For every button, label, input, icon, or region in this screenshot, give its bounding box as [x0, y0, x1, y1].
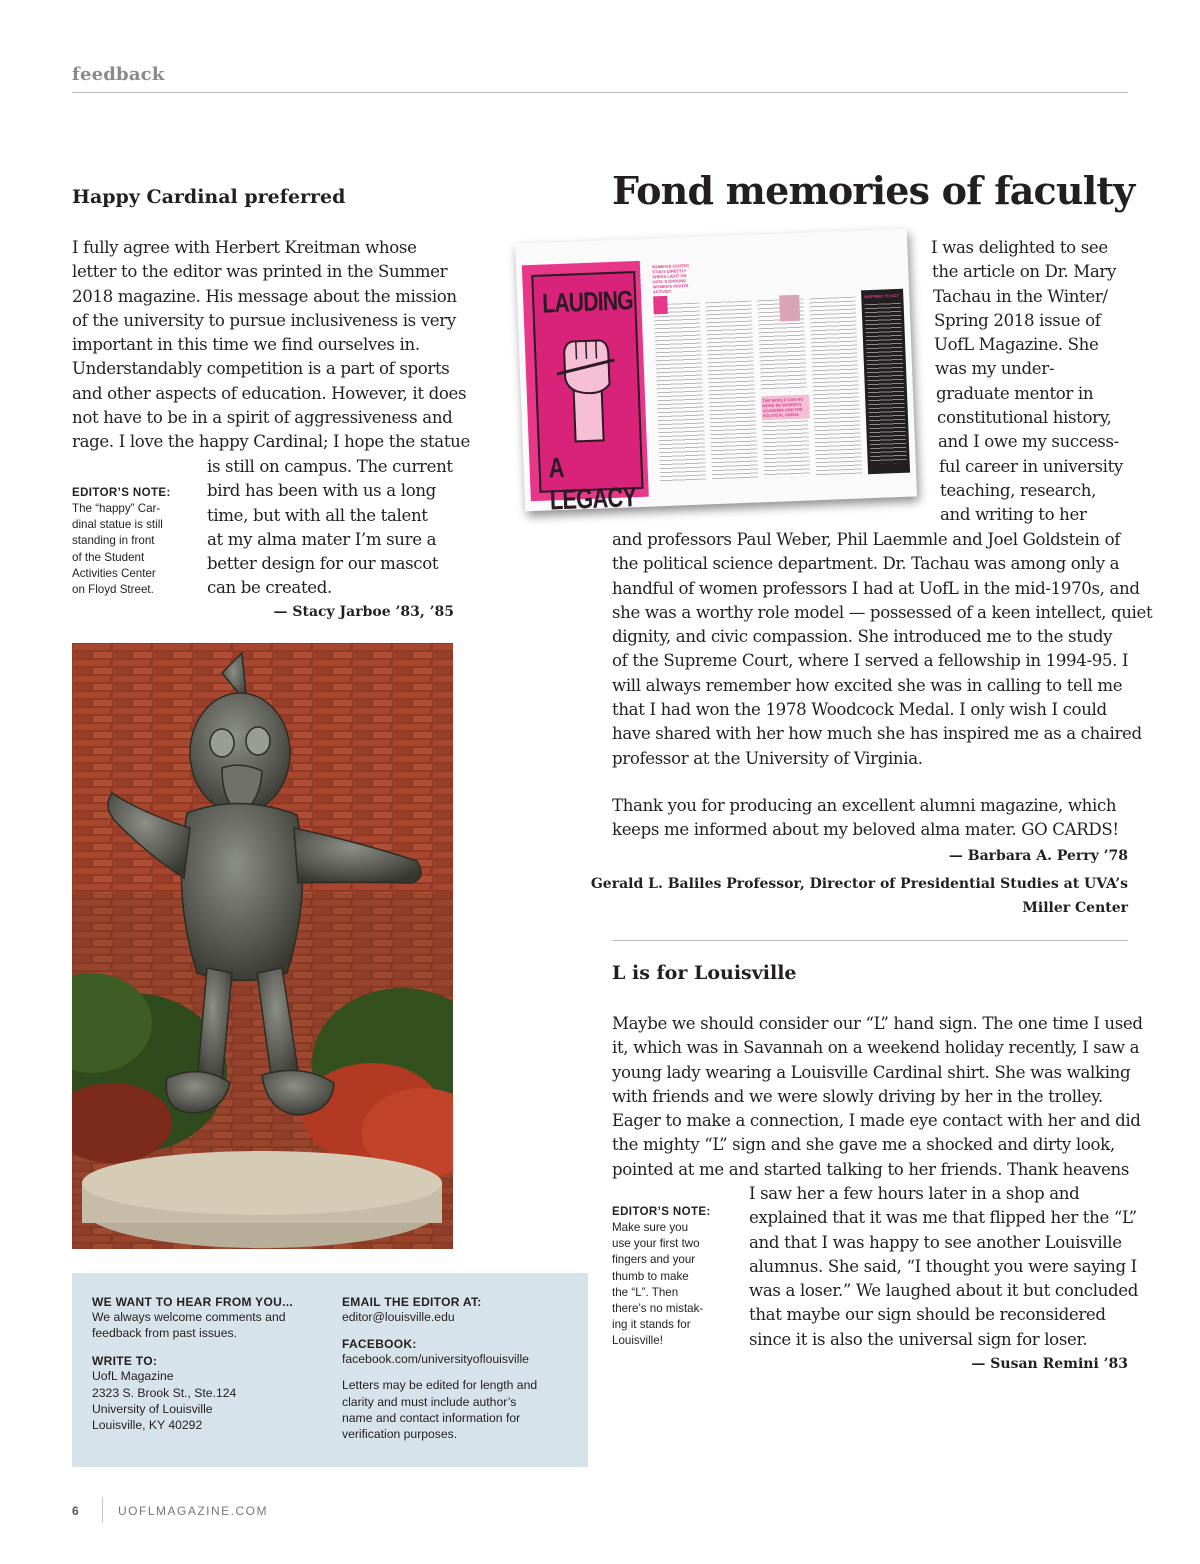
- text-line: and writing to her: [940, 505, 1087, 525]
- text-line: teaching, research,: [940, 480, 1097, 500]
- letter2-affiliation: [560, 872, 1128, 920]
- text-line: ful career in university: [939, 456, 1123, 476]
- text-line: and other aspects of education. However, it does: [72, 383, 467, 403]
- footer-site-link[interactable]: UOFLMAGAZINE.COM: [118, 1504, 269, 1518]
- text-line: graduate mentor in: [936, 383, 1094, 403]
- text-line: since it is also the universal sign for loser.: [749, 1329, 1088, 1349]
- text-line: constitutional history,: [937, 408, 1112, 428]
- text-line: alumnus. She said, “I thought you were saying I: [749, 1256, 1137, 1276]
- text-line: the article on Dr. Mary: [932, 262, 1117, 282]
- letter1-body: [72, 236, 472, 455]
- text-line: of the university to pursue inclusiveness is very: [72, 310, 456, 330]
- note-line: Activities Center: [72, 566, 156, 580]
- footer-divider: [102, 1497, 103, 1523]
- letter3-editors-note: [612, 1204, 740, 1350]
- letter2-body: [612, 528, 1153, 771]
- spread-kicker: WOMEN'S CENTER STUDY DIRECTLY SHEDS LIGHT ON UOFL'S GROUND WOMEN'S RIGHTS ACTIVIST: [651, 262, 690, 295]
- spread-pullquote: THE WORLD CAN NO MORE BE WOMEN'S ACADEMIA AND THE POLITICAL ARENA: [761, 394, 810, 420]
- mailing-address: [92, 1368, 322, 1433]
- text-line: and I owe my success-: [938, 432, 1119, 452]
- editors-note-text: [72, 501, 197, 598]
- affiliation-line: Miller Center: [1022, 900, 1128, 916]
- hear-from-you-text: [92, 1309, 322, 1341]
- text-line: not have to be in a spirit of aggressiveness and: [72, 408, 453, 428]
- text-line: of the Supreme Court, where I served a fellowship in 1994-95. I: [612, 651, 1129, 671]
- text-line: UofL Magazine. She: [934, 335, 1099, 355]
- text-line: that I had won the 1978 Woodcock Medal. I only wish I could: [612, 700, 1107, 720]
- info-line: We always welcome comments and: [92, 1310, 286, 1324]
- text-line: with friends and we were slowly driving by her in the trolley.: [612, 1086, 1103, 1106]
- email-label: EMAIL THE EDITOR AT:: [342, 1295, 482, 1309]
- letter2-title: Fond memories of faculty: [612, 168, 1135, 213]
- letter2-closing: [612, 794, 1128, 843]
- text-line: I was delighted to see: [931, 238, 1108, 257]
- letter3-title: L is for Louisville: [612, 962, 797, 984]
- text-line: she was a worthy role model — possessed of a keen intellect, quiet: [612, 602, 1153, 622]
- letter2-signature: — Barbara A. Perry ’78: [948, 848, 1128, 864]
- disclaimer-line: clarity and must include author’s: [342, 1394, 517, 1409]
- editors-note-text: [612, 1220, 740, 1350]
- note-line: the “L”. Then: [612, 1285, 679, 1299]
- editor-email-link[interactable]: editor@louisville.edu: [342, 1310, 455, 1324]
- spread-text-column: [762, 421, 810, 479]
- text-line: the political science department. Dr. Tachau was among only a: [612, 554, 1120, 574]
- header-divider: [72, 92, 1128, 93]
- text-line: rage. I love the happy Cardinal; I hope the statue: [72, 432, 470, 452]
- write-to-label: WRITE TO:: [92, 1354, 158, 1369]
- text-line: and professors Paul Weber, Phil Laemmle and Joel Goldstein of: [612, 530, 1121, 549]
- text-line: better design for our mascot: [207, 554, 439, 574]
- disclaimer-line: Letters may be edited for length and: [342, 1378, 538, 1393]
- address-line: University of Louisville: [92, 1401, 213, 1416]
- facebook-link[interactable]: facebook.com/universityoflouisville: [342, 1352, 529, 1367]
- hear-from-you-label: WE WANT TO HEAR FROM YOU...: [92, 1295, 293, 1309]
- note-line: use your first two: [612, 1237, 700, 1251]
- text-line: important in this time we find ourselves in.: [72, 335, 420, 355]
- letter3-signature: — Susan Remini ’83: [971, 1356, 1128, 1372]
- note-line: fingers and your: [612, 1253, 696, 1267]
- text-line: letter to the editor was printed in the Summer: [72, 262, 448, 282]
- text-line: pointed at me and started talking to her friends. Thank heavens: [612, 1159, 1129, 1179]
- spread-text-column: [705, 301, 758, 481]
- note-line: ing it stands for: [612, 1318, 691, 1332]
- text-line: I fully agree with Herbert Kreitman whose: [72, 238, 417, 257]
- spread-text-column: [809, 297, 862, 477]
- note-line: of the Student: [72, 550, 145, 564]
- letter3-body-indented: [749, 1182, 1139, 1352]
- disclaimer-line: verification purposes.: [342, 1427, 458, 1442]
- contact-info-box: [72, 1273, 588, 1467]
- text-line: have shared with her how much she has inspired me as a chaired: [612, 724, 1142, 744]
- text-line: Eager to make a connection, I made eye contact with her and did: [612, 1111, 1141, 1131]
- note-line: dinal statue is still: [72, 518, 163, 532]
- section-label: feedback: [72, 64, 165, 85]
- text-line: and that I was happy to see another Louisville: [749, 1232, 1122, 1252]
- magazine-spread-image: [515, 229, 917, 516]
- lauding-poster: [522, 261, 649, 516]
- drop-cap: [653, 296, 668, 315]
- letter1-body-indented: [207, 455, 467, 601]
- letter1-editors-note: [72, 485, 197, 598]
- text-line: bird has been with us a long: [207, 481, 436, 501]
- note-line: Louisville!: [612, 1334, 663, 1348]
- note-line: standing in front: [72, 534, 155, 548]
- text-line: professor at the University of Virginia.: [612, 748, 923, 768]
- infobox-left-column: [92, 1295, 322, 1433]
- address-line: UofL Magazine: [92, 1369, 174, 1384]
- text-line: I saw her a few hours later in a shop and: [749, 1184, 1080, 1203]
- text-line: handful of women professors I had at UofL in the mid-1970s, and: [612, 578, 1140, 598]
- text-line: can be created.: [207, 578, 332, 598]
- letter1-signature: — Stacy Jarboe ’83, ’85: [273, 604, 454, 620]
- text-line: was a loser.” We laughed about it but concluded: [749, 1281, 1139, 1301]
- text-line: that maybe our sign should be reconsidered: [749, 1305, 1106, 1325]
- disclaimer-line: name and contact information for: [342, 1410, 521, 1425]
- info-line: feedback from past issues.: [92, 1326, 237, 1341]
- section-divider: [612, 940, 1128, 941]
- text-line: young lady wearing a Louisville Cardinal shirt. She was walking: [612, 1062, 1131, 1082]
- text-line: time, but with all the talent: [207, 505, 428, 525]
- note-line: Make sure you: [612, 1221, 689, 1234]
- text-line: Thank you for producing an excellent alumni magazine, which: [612, 796, 1117, 815]
- editors-note-label: EDITOR’S NOTE:: [612, 1206, 711, 1218]
- text-line: Spring 2018 issue of: [934, 310, 1101, 330]
- sidebar-heading: INSPIRED TO ACT: [864, 292, 900, 300]
- cardinal-statue-photo: [72, 643, 453, 1249]
- text-line: is still on campus. The current: [207, 457, 453, 476]
- text-line: the mighty “L” sign and she gave me a shocked and dirty look,: [612, 1135, 1115, 1155]
- text-line: dignity, and civic compassion. She introduced me to the study: [612, 627, 1113, 647]
- text-line: Understandably competition is a part of sports: [72, 359, 450, 379]
- spread-sidebar: [861, 289, 910, 474]
- note-line: The “happy” Car-: [72, 502, 161, 515]
- text-line: it, which was in Savannah on a weekend holiday recently, I saw a: [612, 1038, 1140, 1058]
- text-line: will always remember how excited she was in calling to tell me: [612, 675, 1123, 695]
- text-line: Tachau in the Winter/: [933, 286, 1108, 306]
- note-line: thumb to make: [612, 1269, 689, 1283]
- affiliation-line: Gerald L. Baliles Professor, Director of Presidential Studies at UVA’s: [590, 876, 1128, 892]
- text-line: explained that it was me that flipped her the “L”: [749, 1208, 1137, 1228]
- letter2-body-wrapped: [931, 236, 1131, 528]
- page-number: 6: [72, 1504, 79, 1518]
- text-line: at my alma mater I’m sure a: [207, 529, 437, 549]
- note-line: there’s no mistak-: [612, 1302, 704, 1316]
- letter1-title: Happy Cardinal preferred: [72, 186, 346, 208]
- infobox-right-column: [342, 1295, 582, 1442]
- text-line: keeps me informed about my beloved alma mater. GO CARDS!: [612, 820, 1119, 840]
- address-line: 2323 S. Brook St., Ste.124: [92, 1385, 237, 1400]
- editors-note-label: EDITOR’S NOTE:: [72, 487, 171, 499]
- portrait-thumbnail: [779, 295, 800, 322]
- text-line: 2018 magazine. His message about the mission: [72, 286, 457, 306]
- text-line: Maybe we should consider our “L” hand sign. The one time I used: [612, 1014, 1143, 1033]
- facebook-label: FACEBOOK:: [342, 1337, 417, 1352]
- poster-title-bottom: A LEGACY: [548, 451, 637, 516]
- address-line: Louisville, KY 40292: [92, 1418, 203, 1433]
- poster-title-top: LAUDING: [541, 285, 634, 319]
- raised-fist-icon: [554, 332, 620, 444]
- note-line: on Floyd Street.: [72, 583, 154, 597]
- letter3-body: [612, 1012, 1143, 1182]
- text-line: was my under-: [935, 359, 1055, 379]
- spread-text-column: [653, 303, 706, 483]
- disclaimer-text: [342, 1377, 582, 1442]
